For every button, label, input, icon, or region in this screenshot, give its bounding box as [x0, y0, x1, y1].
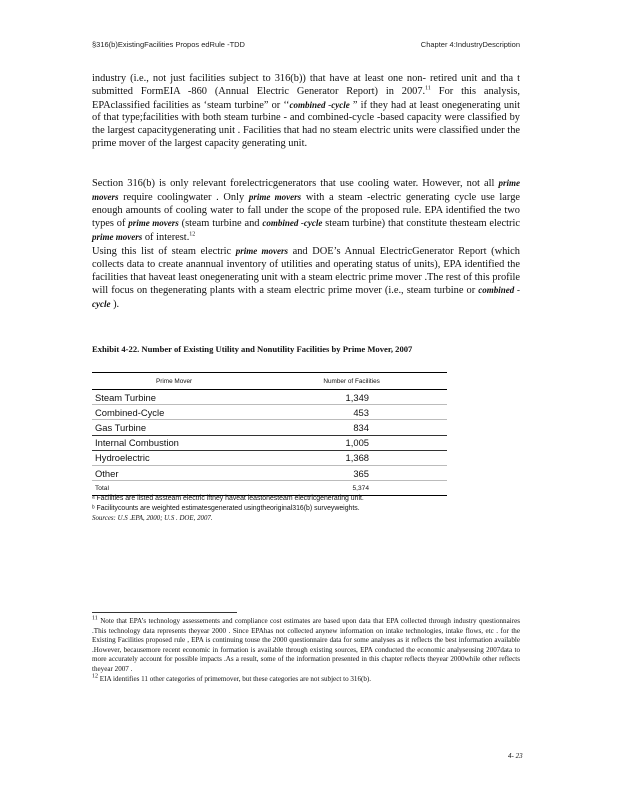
para1-text-c: ” if they had at least onegenerating unit of that type;facilities with both steam turbine - and combined-cycle -based capacity were classified by the largest capacitygenerating unit . Facilities that had no steam electric units were classified under the prime mover of the largest capacity generating unit.	[92, 99, 520, 149]
para2-text-a: Section 316(b) is only relevant forelectricgenerators that use cooling water. However, not all	[92, 178, 495, 189]
col-header-prime-mover: Prime Mover	[92, 373, 256, 390]
para3-italic-1: prime movers	[235, 245, 288, 256]
para2-text-e: steam turbine) that constitute thesteam electric	[325, 218, 521, 230]
para2-text-c: with a steam -electric generating cycle use large enough amounts of cooling water to fall under the scope of the proposed rule. EPA identified the two types of	[92, 191, 520, 230]
row-value: 453	[256, 405, 447, 420]
footnote-12	[92, 675, 520, 685]
footnotes	[92, 617, 520, 684]
footnote-divider	[92, 612, 237, 613]
row-value: 365	[256, 465, 447, 480]
exhibit-table	[92, 372, 447, 496]
row-label: Hydroelectric	[92, 450, 256, 465]
exhibit-title: Exhibit 4-22. Number of Existing Utility and Nonutility Facilities by Prime Mover, 2007	[92, 344, 413, 354]
footnote-11	[92, 617, 520, 675]
running-header-right: Chapter 4:IndustryDescription	[420, 40, 520, 49]
row-label: Other	[92, 465, 256, 480]
para2-text-f: of interest.	[144, 232, 190, 244]
row-label: Combined-Cycle	[92, 405, 256, 420]
row-value: 834	[256, 420, 447, 435]
row-value: 1,349	[256, 390, 447, 405]
para3-text-a: Using this list of steam electric	[92, 245, 232, 257]
col-header-facilities: Number of Facilities	[256, 373, 447, 390]
paragraph-2	[92, 177, 520, 312]
para2-italic-4: combined -cycle	[262, 218, 323, 229]
table-row	[92, 420, 447, 435]
table-row	[92, 465, 447, 480]
para2-text-d: (steam turbine and	[181, 218, 260, 230]
page-number: 4- 23	[508, 752, 523, 760]
row-label: Total	[92, 481, 256, 496]
para2-text-b: require coolingwater . Only	[123, 191, 245, 203]
footnote-number: 11	[92, 615, 98, 622]
footnote-ref-11[interactable]: 11	[425, 85, 431, 92]
table-row	[92, 405, 447, 420]
sources: Sources: U.S .EPA, 2000; U.S . DOE, 2007.	[92, 515, 213, 522]
note-a: ᵃ Facilities are listed assteam electric iftney haveat leastonesteam electricgenerating unit.	[92, 495, 364, 502]
paragraph-1	[92, 73, 520, 151]
note-b: ᵇ Facilitycounts are weighted estimatesgenerated usingtheoriginal316(b) surveyweights.	[92, 505, 360, 512]
row-label: Gas Turbine	[92, 420, 256, 435]
row-label: Internal Combustion	[92, 435, 256, 450]
footnote-text: Note that EPA’s technology assessements and compliance cost estimates are based upon data that EPA collected through industry questionnaires .This technology data represents theyear 2000 . Since EPAhas not collected anynew information on intake technologies, intake flows, etc . for the Existing Facilities proposed rule , EPA is continuing touse the 2000 questionnaire data for some analyses as it reflects the best information available .However, becausemore recent economic in formation is available through existing sources, EPA conducted the economic analyseusing 2007data to more accurately account for possible impacts .As a result, some of the information presented in this chapter reflects theyear 2000while other reflects theyear 2007 .	[92, 617, 520, 673]
para2-italic-5: prime movers	[92, 232, 143, 243]
para3-text-b: and DOE’s Annual ElectricGenerator Report (which collects data to create anannual inventory of utilities and operating status of units), EPA identified the facilities that haveat least onegenerating unit with a steam electric prime mover .The rest of this profile will focus on thegenerating plants with a steam electric prime mover (i.e., steam turbine or	[92, 245, 520, 297]
para1-text-b: For this analysis, EPAclassified facilities as ‘steam turbine” or ‘‘	[92, 85, 521, 111]
para2-italic-3: prime movers	[128, 218, 179, 229]
para1-text: industry (i.e., not just facilities subject to 316(b)) that have at least one non- retired unit and tha t submitted FormEIA -860 (Annual Electric Generator Report) in 2007.	[92, 73, 520, 97]
footnote-number: 12	[92, 673, 98, 680]
para3-text-c: ).	[113, 299, 120, 311]
row-value: 1,005	[256, 435, 447, 450]
table-row	[92, 450, 447, 465]
para2-italic-2: prime movers	[248, 191, 302, 202]
para1-italic: combined -cycle	[289, 99, 350, 110]
para3-italic-2: combined -cycle	[92, 285, 520, 310]
running-header-left: §316(b)ExistingFacilities Propos edRule -TDD	[92, 40, 245, 49]
footnote-text: EIA identifies 11 other categories of primemover, but these categories are not subject to 316(b).	[99, 674, 372, 683]
table-row	[92, 390, 447, 405]
exhibit-notes	[92, 494, 447, 524]
para2-italic-1: prime movers	[92, 178, 520, 202]
row-label: Steam Turbine	[92, 390, 256, 405]
row-value: 1,368	[256, 450, 447, 465]
table-row	[92, 435, 447, 450]
row-value: 5,374	[256, 481, 447, 496]
footnote-ref-12[interactable]: 12	[189, 231, 196, 238]
